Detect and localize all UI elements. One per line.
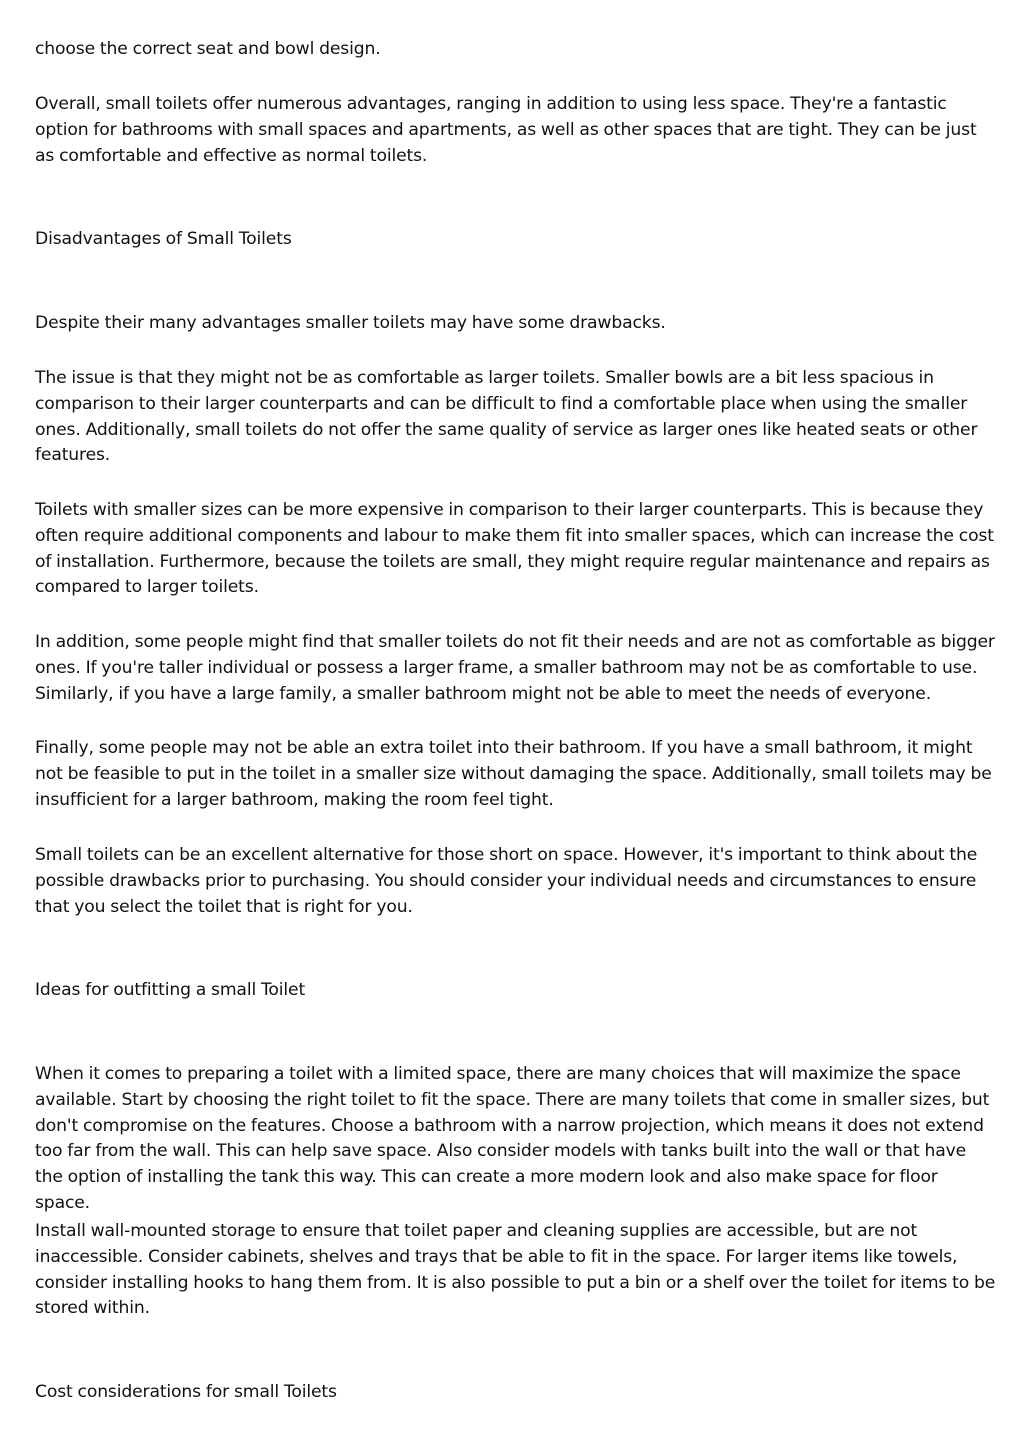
paragraph-drawbacks-intro: Despite their many advantages smaller toilets may have some drawbacks.: [35, 313, 666, 333]
heading-outfitting-ideas: Ideas for outfitting a small Toilet: [35, 980, 306, 1000]
paragraph-summary: Small toilets can be an excellent alternative for those short on space. However, it's important to think about the possible drawbacks prior to purchasing. You should consider your individual needs and circumstances to ensure that you select the toilet that is right for you.: [35, 845, 978, 917]
paragraph-choosing-toilet: When it comes to preparing a toilet with a limited space, there are many choices that will maximize the space available. Start by choosing the right toilet to fit the space. There are many toilets that come in smaller sizes, but don't compromise on the features. Choose a bathroom with a narrow projection, which means it does not extend too far from the wall. This can help save space. Also consider models with tanks built into the wall or that have the option of installing the tank this way. This can create a more modern look and also make space for floor space.: [35, 1064, 990, 1213]
paragraph-comfort: The issue is that they might not be as comfortable as larger toilets. Smaller bowls are a bit less spacious in comparison to their larger counterparts and can be difficult to find a comfortable place when using the smaller ones. Additionally, small toilets do not offer the same quality of service as larger ones like heated seats or other features.: [35, 368, 978, 466]
paragraph-cost: Toilets with smaller sizes can be more expensive in comparison to their larger counterparts. This is because they often require additional components and labour to make them fit into smaller spaces, which can increase the cost of installation. Furthermore, because the toilets are small, they might require regular maintenance and repairs as compared to larger toilets.: [35, 500, 994, 598]
paragraph-feasibility: Finally, some people may not be able an extra toilet into their bathroom. If you have a small bathroom, it might not be feasible to put in the toilet in a smaller size without damaging the space. Additionally, small toilets may be insufficient for a larger bathroom, making the room feel tight.: [35, 738, 992, 810]
paragraph-overall-advantages: Overall, small toilets offer numerous advantages, ranging in addition to using less space. They're a fantastic option for bathrooms with small spaces and apartments, as well as other spaces that are tight. They can be just as comfortable and effective as normal toilets.: [35, 94, 977, 166]
paragraph-storage: Install wall-mounted storage to ensure that toilet paper and cleaning supplies are accessible, but are not inaccessible. Consider cabinets, shelves and trays that be able to fit in the space. For larger items like towels, consider installing hooks to hang them from. It is also possible to put a bin or a shelf over the toilet for items to be stored within.: [35, 1221, 996, 1319]
heading-cost-considerations: Cost considerations for small Toilets: [35, 1382, 337, 1402]
paragraph-needs: In addition, some people might find that smaller toilets do not fit their needs and are not as comfortable as bigger ones. If you're taller individual or possess a larger frame, a smaller bathroom may not be as comfortable to use. Similarly, if you have a large family, a smaller bathroom might not be able to meet the needs of everyone.: [35, 632, 995, 704]
paragraph-seat-bowl: choose the correct seat and bowl design.: [35, 39, 381, 59]
heading-disadvantages: Disadvantages of Small Toilets: [35, 229, 292, 249]
